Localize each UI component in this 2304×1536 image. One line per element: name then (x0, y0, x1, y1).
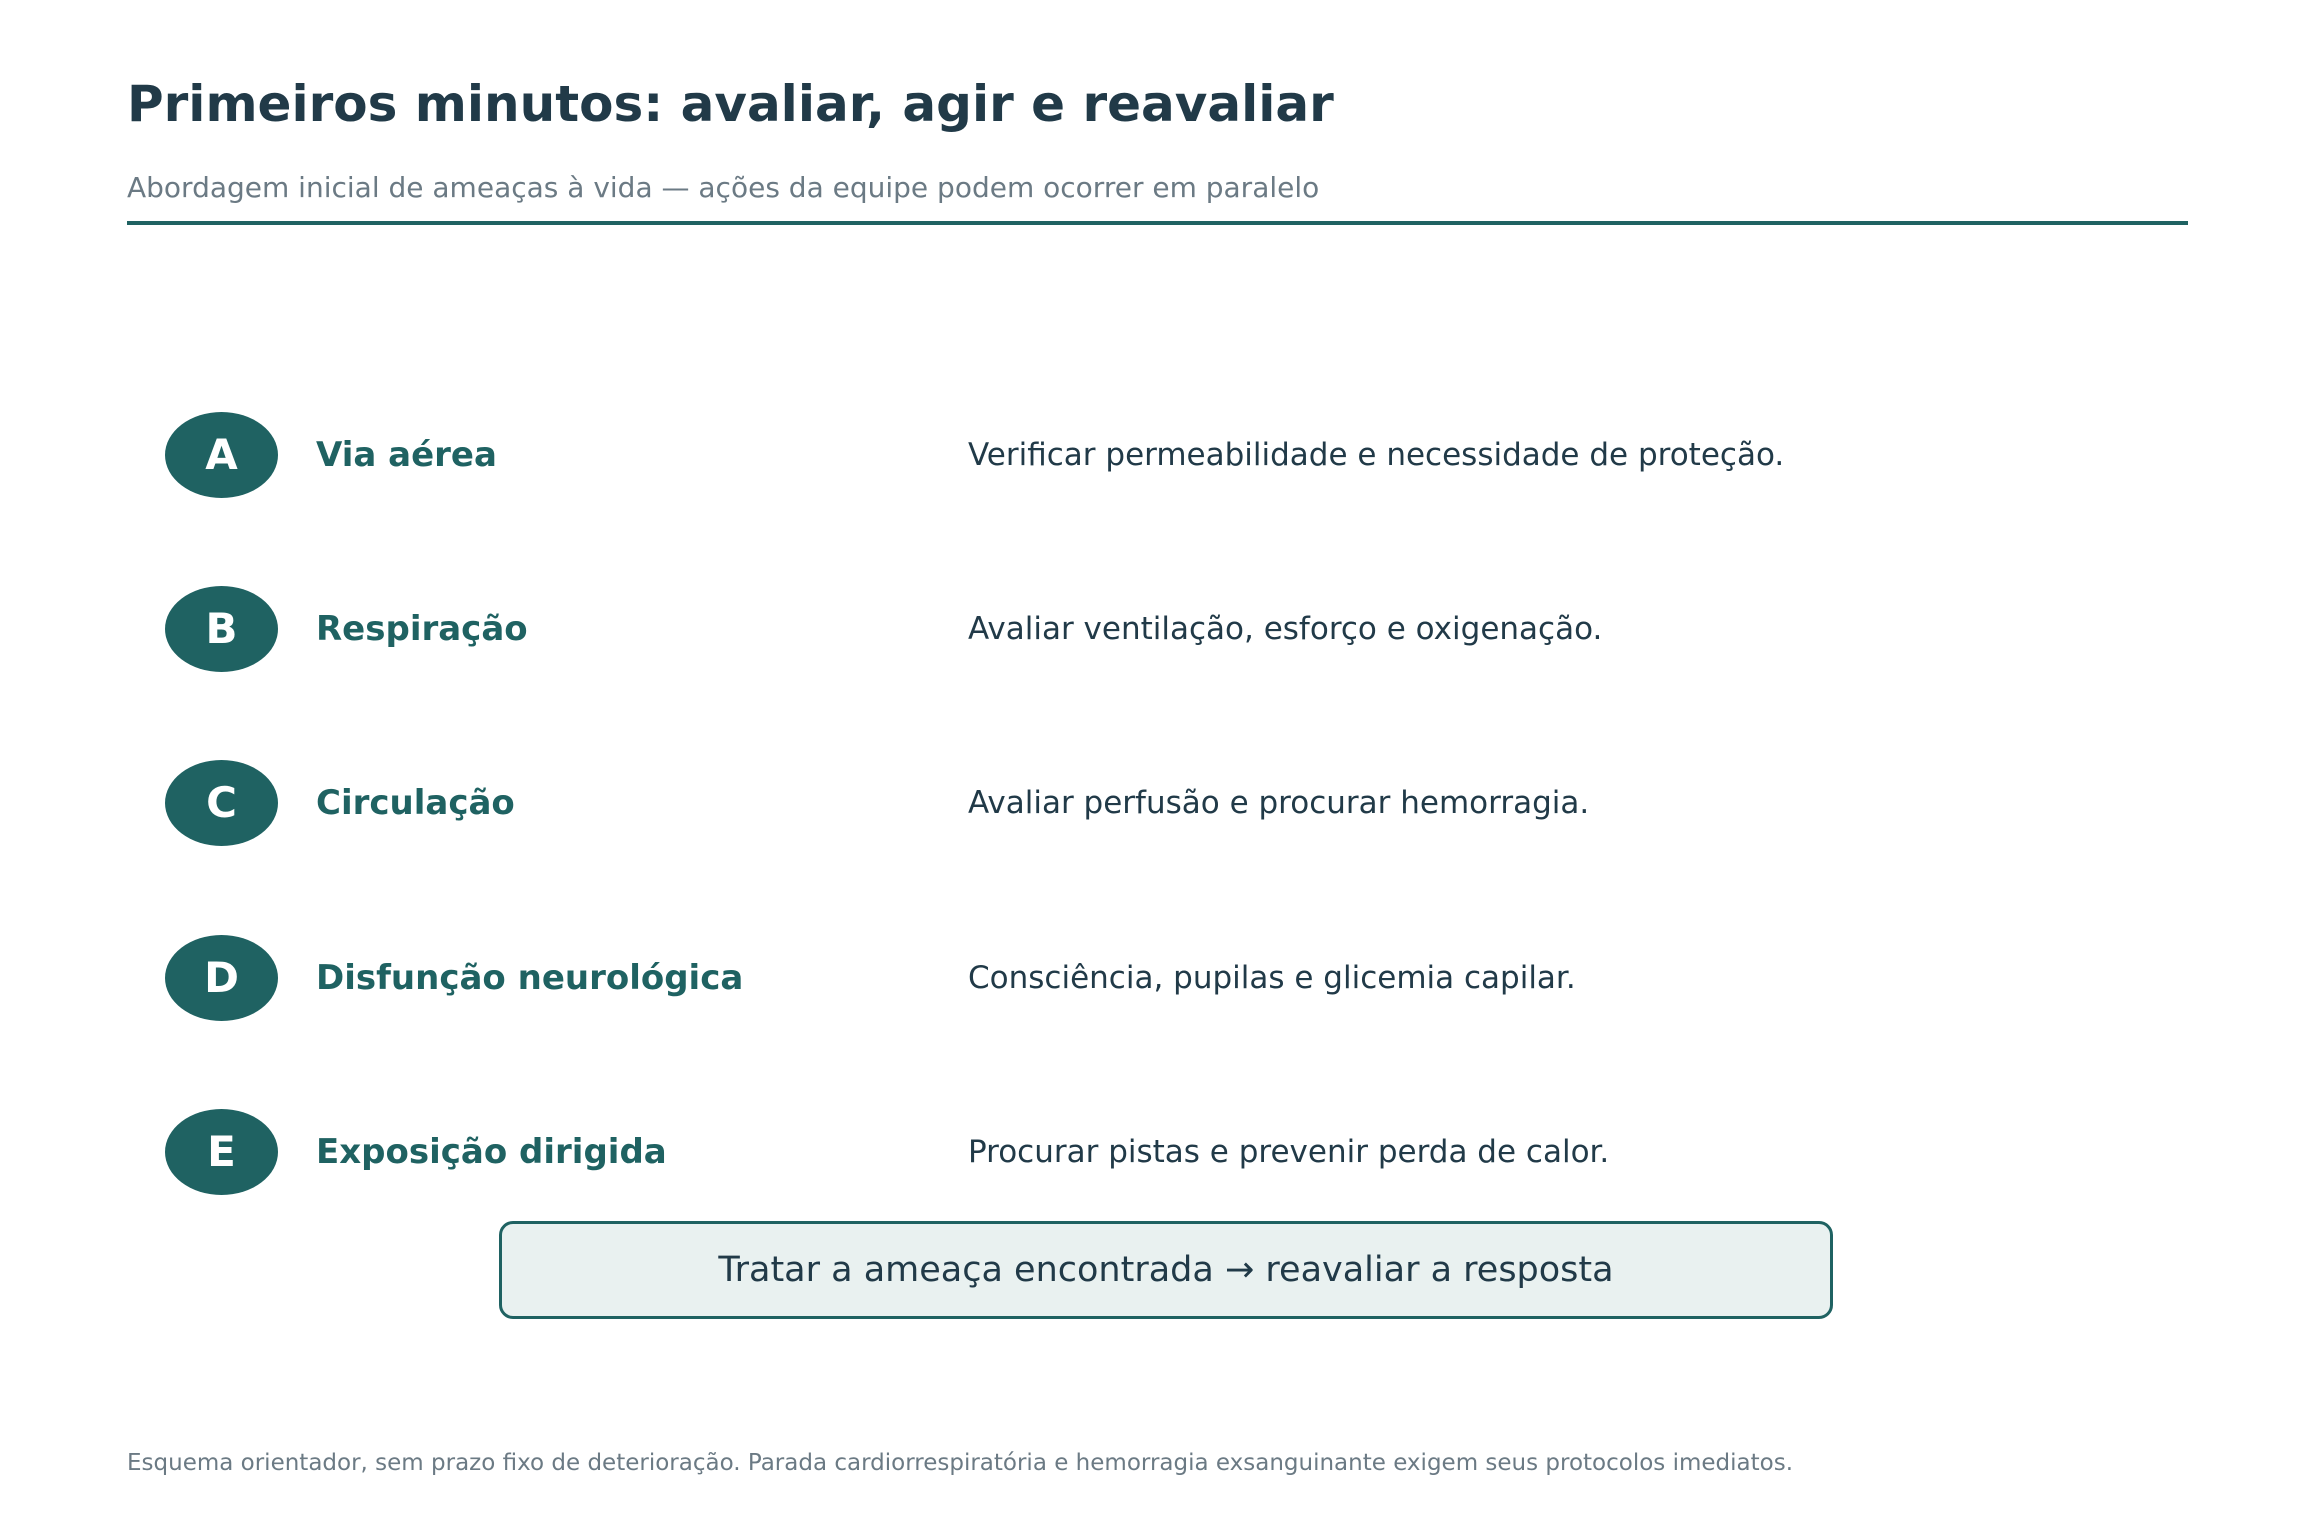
step-description-e: Procurar pistas e prevenir perda de calor. (968, 1134, 1610, 1170)
page-title: Primeiros minutos: avaliar, agir e reavaliar (127, 75, 1334, 133)
step-badge-a: A (165, 412, 278, 498)
step-name-e: Exposição dirigida (316, 1132, 667, 1172)
step-name-a: Via aérea (316, 435, 497, 475)
footnote: Esquema orientador, sem prazo fixo de deterioração. Parada cardiorrespiratória e hemorragia exsanguinante exigem seus protocolos imediatos. (127, 1450, 1794, 1476)
step-description-b: Avaliar ventilação, esforço e oxigenação. (968, 611, 1603, 647)
step-badge-b: B (165, 586, 278, 672)
page-subtitle: Abordagem inicial de ameaças à vida — ações da equipe podem ocorrer em paralelo (127, 171, 1320, 204)
step-row-a (0, 412, 2304, 498)
step-description-d: Consciência, pupilas e glicemia capilar. (968, 960, 1576, 996)
step-badge-d: D (165, 935, 278, 1021)
step-description-a: Verificar permeabilidade e necessidade de proteção. (968, 437, 1785, 473)
step-badge-c: C (165, 760, 278, 846)
header-divider (127, 221, 2188, 225)
step-description-c: Avaliar perfusão e procurar hemorragia. (968, 785, 1590, 821)
step-row-c (0, 760, 2304, 846)
step-row-d (0, 935, 2304, 1021)
step-name-d: Disfunção neurológica (316, 958, 744, 998)
step-name-c: Circulação (316, 783, 515, 823)
step-name-b: Respiração (316, 609, 528, 649)
step-row-e (0, 1109, 2304, 1195)
step-badge-e: E (165, 1109, 278, 1195)
step-row-b (0, 586, 2304, 672)
treat-reassess-box: Tratar a ameaça encontrada → reavaliar a resposta (499, 1221, 1833, 1319)
